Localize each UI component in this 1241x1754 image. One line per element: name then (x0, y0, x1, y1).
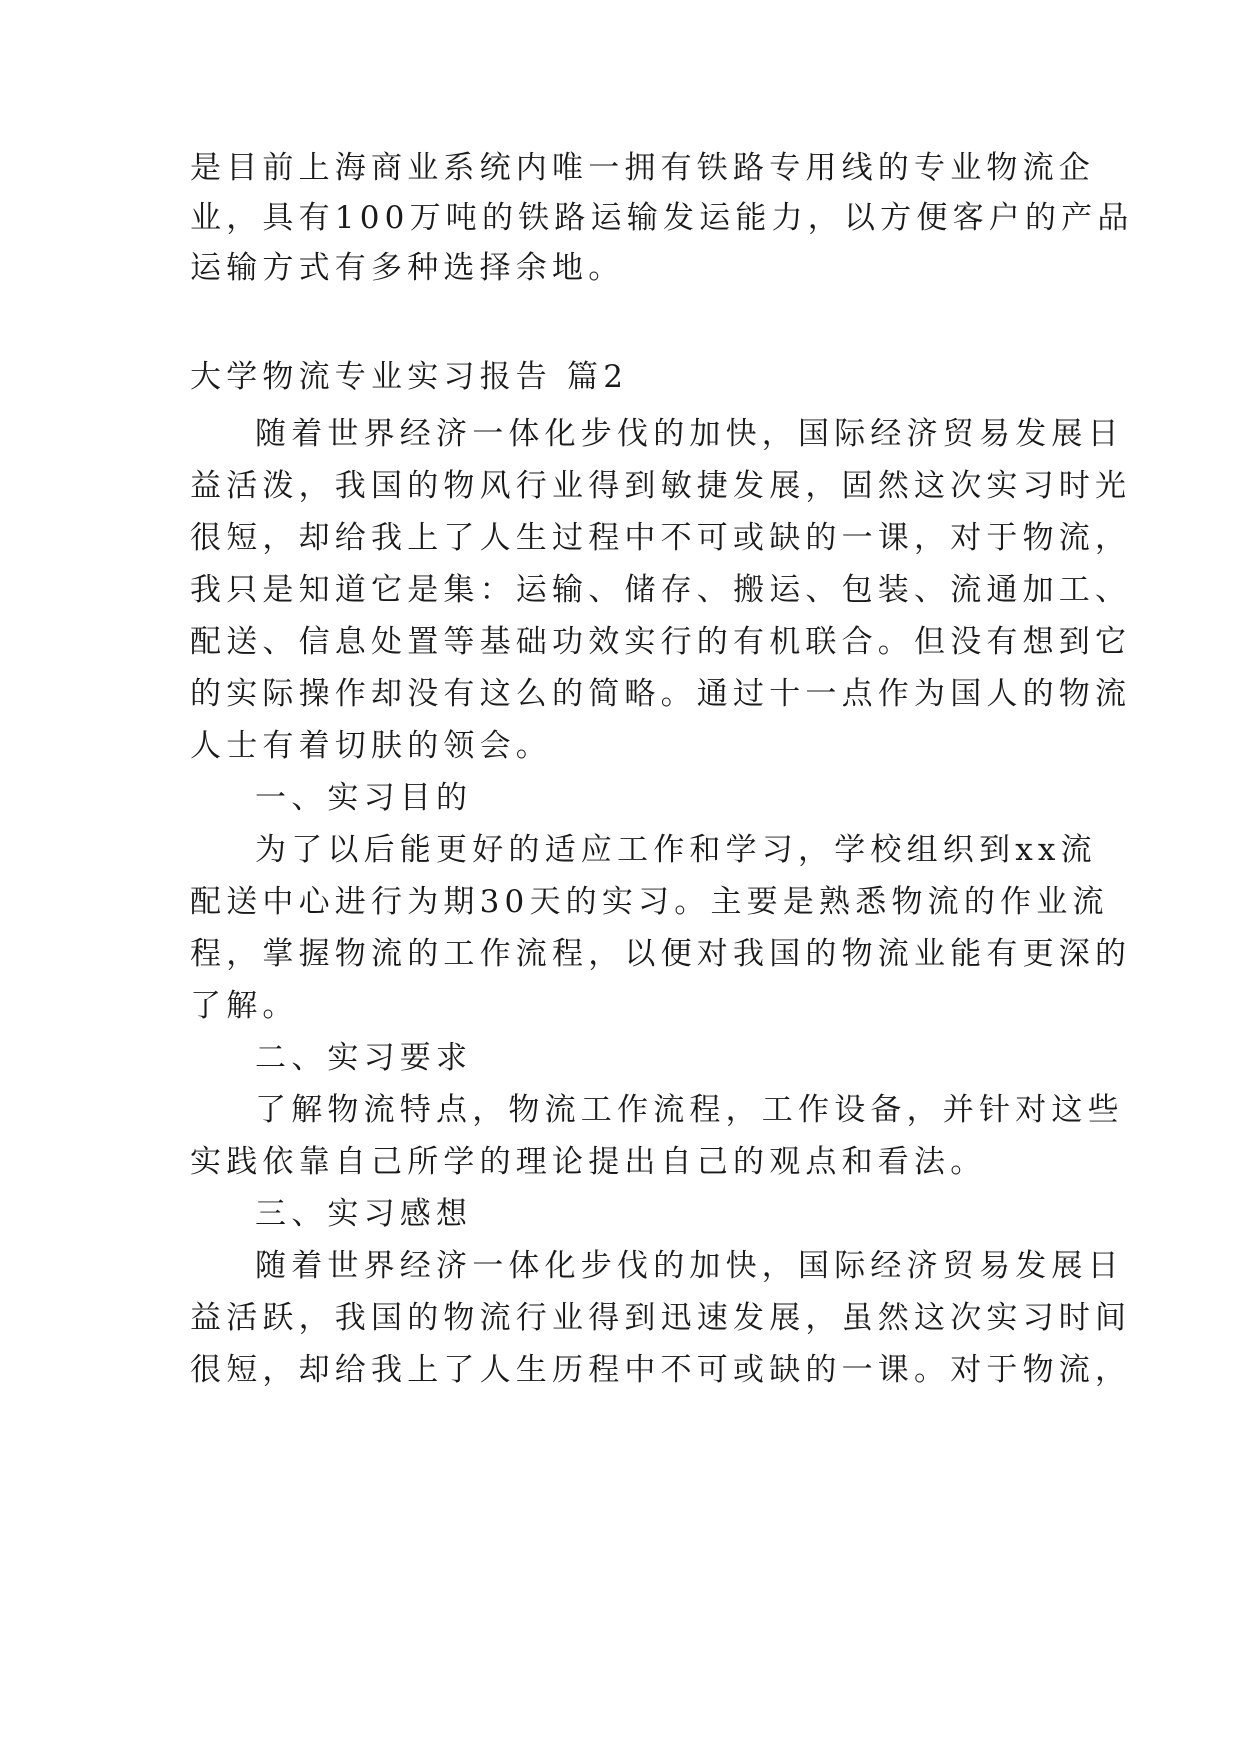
paragraph-line: 人士有着切肤的领会。 (190, 728, 552, 764)
paragraph-line: 很短，却给我上了人生过程中不可或缺的一课，对于物流， (190, 520, 1132, 556)
paragraph-line: 随着世界经济一体化步伐的加快，国际经济贸易发展日 (255, 416, 1124, 452)
subheading: 一、实习目的 (255, 780, 473, 816)
paragraph-line: 是目前上海商业系统内唯一拥有铁路专用线的专业物流企 (190, 150, 1095, 186)
paragraph-line: 益活泼，我国的物风行业得到敏捷发展，固然这次实习时光 (190, 468, 1132, 504)
subheading: 三、实习感想 (255, 1196, 473, 1232)
paragraph-line: 我只是知道它是集：运输、储存、搬运、包装、流通加工、 (190, 572, 1132, 608)
paragraph-line: 运输方式有多种选择余地。 (190, 250, 625, 286)
paragraph-line: 益活跃，我国的物流行业得到迅速发展，虽然这次实习时间 (190, 1300, 1132, 1336)
paragraph-line: 的实际操作却没有这么的简略。通过十一点作为国人的物流 (190, 676, 1132, 712)
paragraph-line: 程，掌握物流的工作流程，以便对我国的物流业能有更深的 (190, 936, 1132, 972)
subheading: 二、实习要求 (255, 1040, 473, 1076)
section-title: 大学物流专业实习报告 篇2 (190, 359, 629, 395)
paragraph-line: 配送中心进行为期30天的实习。主要是熟悉物流的作业流 (190, 884, 1109, 920)
paragraph-line: 很短，却给我上了人生历程中不可或缺的一课。对于物流， (190, 1352, 1132, 1388)
paragraph-line: 为了以后能更好的适应工作和学习，学校组织到xx流 (255, 832, 1097, 868)
paragraph-line: 业，具有100万吨的铁路运输发运能力，以方便客户的产品 (190, 200, 1134, 236)
paragraph-line: 配送、信息处置等基础功效实行的有机联合。但没有想到它 (190, 624, 1132, 660)
paragraph-line: 随着世界经济一体化步伐的加快，国际经济贸易发展日 (255, 1248, 1124, 1284)
paragraph-line: 了解。 (190, 988, 299, 1024)
paragraph-line: 了解物流特点，物流工作流程，工作设备，并针对这些 (255, 1092, 1124, 1128)
paragraph-line: 实践依靠自己所学的理论提出自己的观点和看法。 (190, 1144, 987, 1180)
